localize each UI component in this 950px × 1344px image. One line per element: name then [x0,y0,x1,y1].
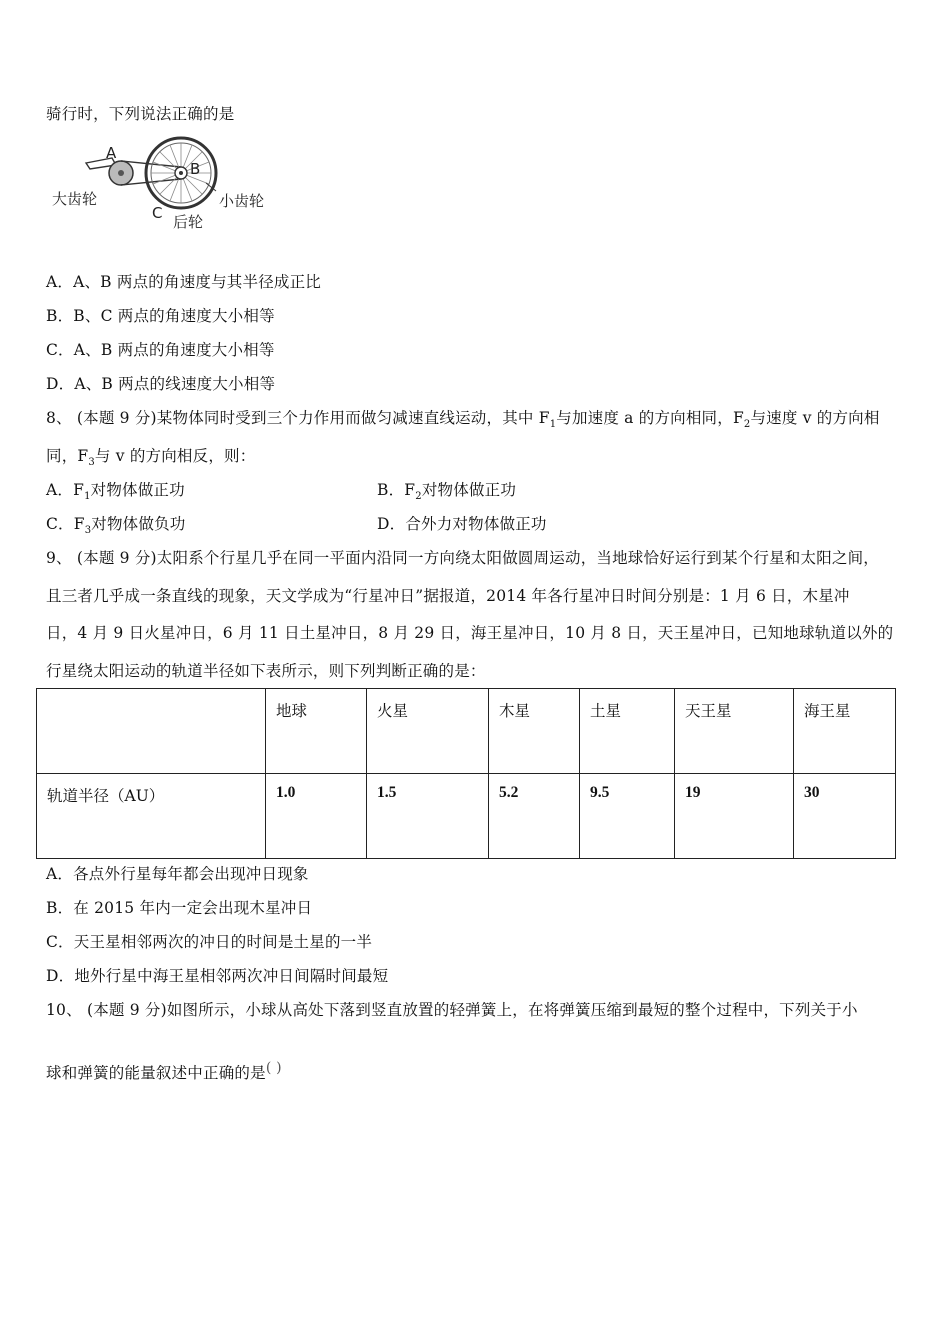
label-c: C [152,204,163,222]
q8-opt-a-pre: A．F [46,481,85,499]
label-big-gear: 大齿轮 [52,190,98,208]
q8-stem-line1 [46,406,880,430]
q8-opt-c-pre: C．F [46,515,85,533]
q7-option-a: A．A、B 两点的角速度与其半径成正比 [46,273,322,291]
table-cell: 9.5 [580,774,675,859]
table-header-row [37,689,896,774]
q8-sub-2: 2 [743,419,751,431]
small-gear-axle [179,171,183,175]
q7-option-c: C．A、B 两点的角速度大小相等 [46,341,275,359]
q9-option-b: B．在 2015 年内一定会出现木星冲日 [46,899,313,917]
q10-text: 球和弹簧的能量叙述中正确的是 [46,1064,266,1082]
q8-sub-3: 3 [88,457,95,469]
q8-opt-b-post: 对物体做正功 [421,481,517,499]
label-a: A [106,144,117,162]
q8-text-c: 与速度 v 的方向相 [750,409,880,427]
table-cell: 地球 [266,689,367,774]
question-intro: 骑行时，下列说法正确的是 [46,105,235,123]
q8-option-d: D．合外力对物体做正功 [377,515,547,533]
table-cell: 30 [794,774,896,859]
table-cell: 火星 [367,689,489,774]
table-cell: 海王星 [794,689,896,774]
table-cell: 19 [675,774,794,859]
table-cell: 1.5 [367,774,489,859]
table-cell: 5.2 [489,774,580,859]
label-small-gear: 小齿轮 [219,192,265,210]
q9-stem-line3: 日，4 月 9 日火星冲日，6 月 11 日土星冲日，8 月 29 日，海王星冲日，10 月 8 日，天王星冲日，已知地球轨道以外的 [46,624,894,642]
q9-stem-line1: 9、 (本题 9 分)太阳系个行星几乎在同一平面内沿同一方向绕太阳做圆周运动，当地球恰好运行到某个行星和太阳之间， [46,549,880,567]
q10-stem-line1: 10、 (本题 9 分)如图所示，小球从高处下落到竖直放置的轻弹簧上，在将弹簧压缩到最短的整个过程中，下列关于小 [46,1001,858,1019]
q8-text-a: 8、 (本题 9 分)某物体同时受到三个力作用而做匀减速直线运动，其中 F [46,409,550,427]
table-cell: 土星 [580,689,675,774]
table-cell: 天王星 [675,689,794,774]
q8-option-a [46,478,185,502]
q9-stem-line2: 且三者几乎成一条直线的现象，天文学成为“行星冲日”据报道，2014 年各行星冲日时间分别是：1 月 6 日，木星冲 [46,587,850,605]
q8-option-c [46,512,185,536]
q9-option-d: D．地外行星中海王星相邻两次冲日间隔时间最短 [46,967,389,985]
table-row [37,774,896,859]
q10-stem-line2 [46,1061,282,1083]
q9-stem-line4: 行星绕太阳运动的轨道半径如下表所示，则下列判断正确的是： [46,662,486,680]
q8-sub-1: 1 [549,419,557,431]
q8-text-b: 与加速度 a 的方向相同，F [556,409,744,427]
label-rear-wheel: 后轮 [173,213,204,231]
bicycle-gear-figure [50,133,280,238]
table-cell: 木星 [489,689,580,774]
q9-option-a: A．各点外行星每年都会出现冲日现象 [46,865,309,883]
table-cell: 1.0 [266,774,367,859]
q8-opt-b-sub: 2 [415,491,422,503]
q8-text-e: 与 v 的方向相反，则： [94,447,256,465]
q8-opt-a-post: 对物体做正功 [90,481,185,499]
table-cell: 轨道半径（AU） [37,774,266,859]
label-b: B [190,160,201,178]
answer-bracket: ( ) [265,1060,282,1076]
q8-option-b [377,478,516,502]
q7-option-d: D．A、B 两点的线速度大小相等 [46,375,276,393]
bicycle-gear-diagram [50,133,280,238]
q8-opt-a-sub: 1 [84,491,91,503]
q8-opt-c-post: 对物体做负功 [91,515,186,533]
big-gear-axle [118,170,124,176]
q8-opt-b-pre: B．F [377,481,416,499]
q9-option-c: C．天王星相邻两次的冲日的时间是土星的一半 [46,933,373,951]
orbit-radius-table [36,688,896,859]
q7-option-b: B．B、C 两点的角速度大小相等 [46,307,275,325]
q8-stem-line2 [46,444,255,468]
q8-text-d: 同，F [46,447,89,465]
q8-opt-c-sub: 3 [84,525,92,537]
table-cell [37,689,266,774]
